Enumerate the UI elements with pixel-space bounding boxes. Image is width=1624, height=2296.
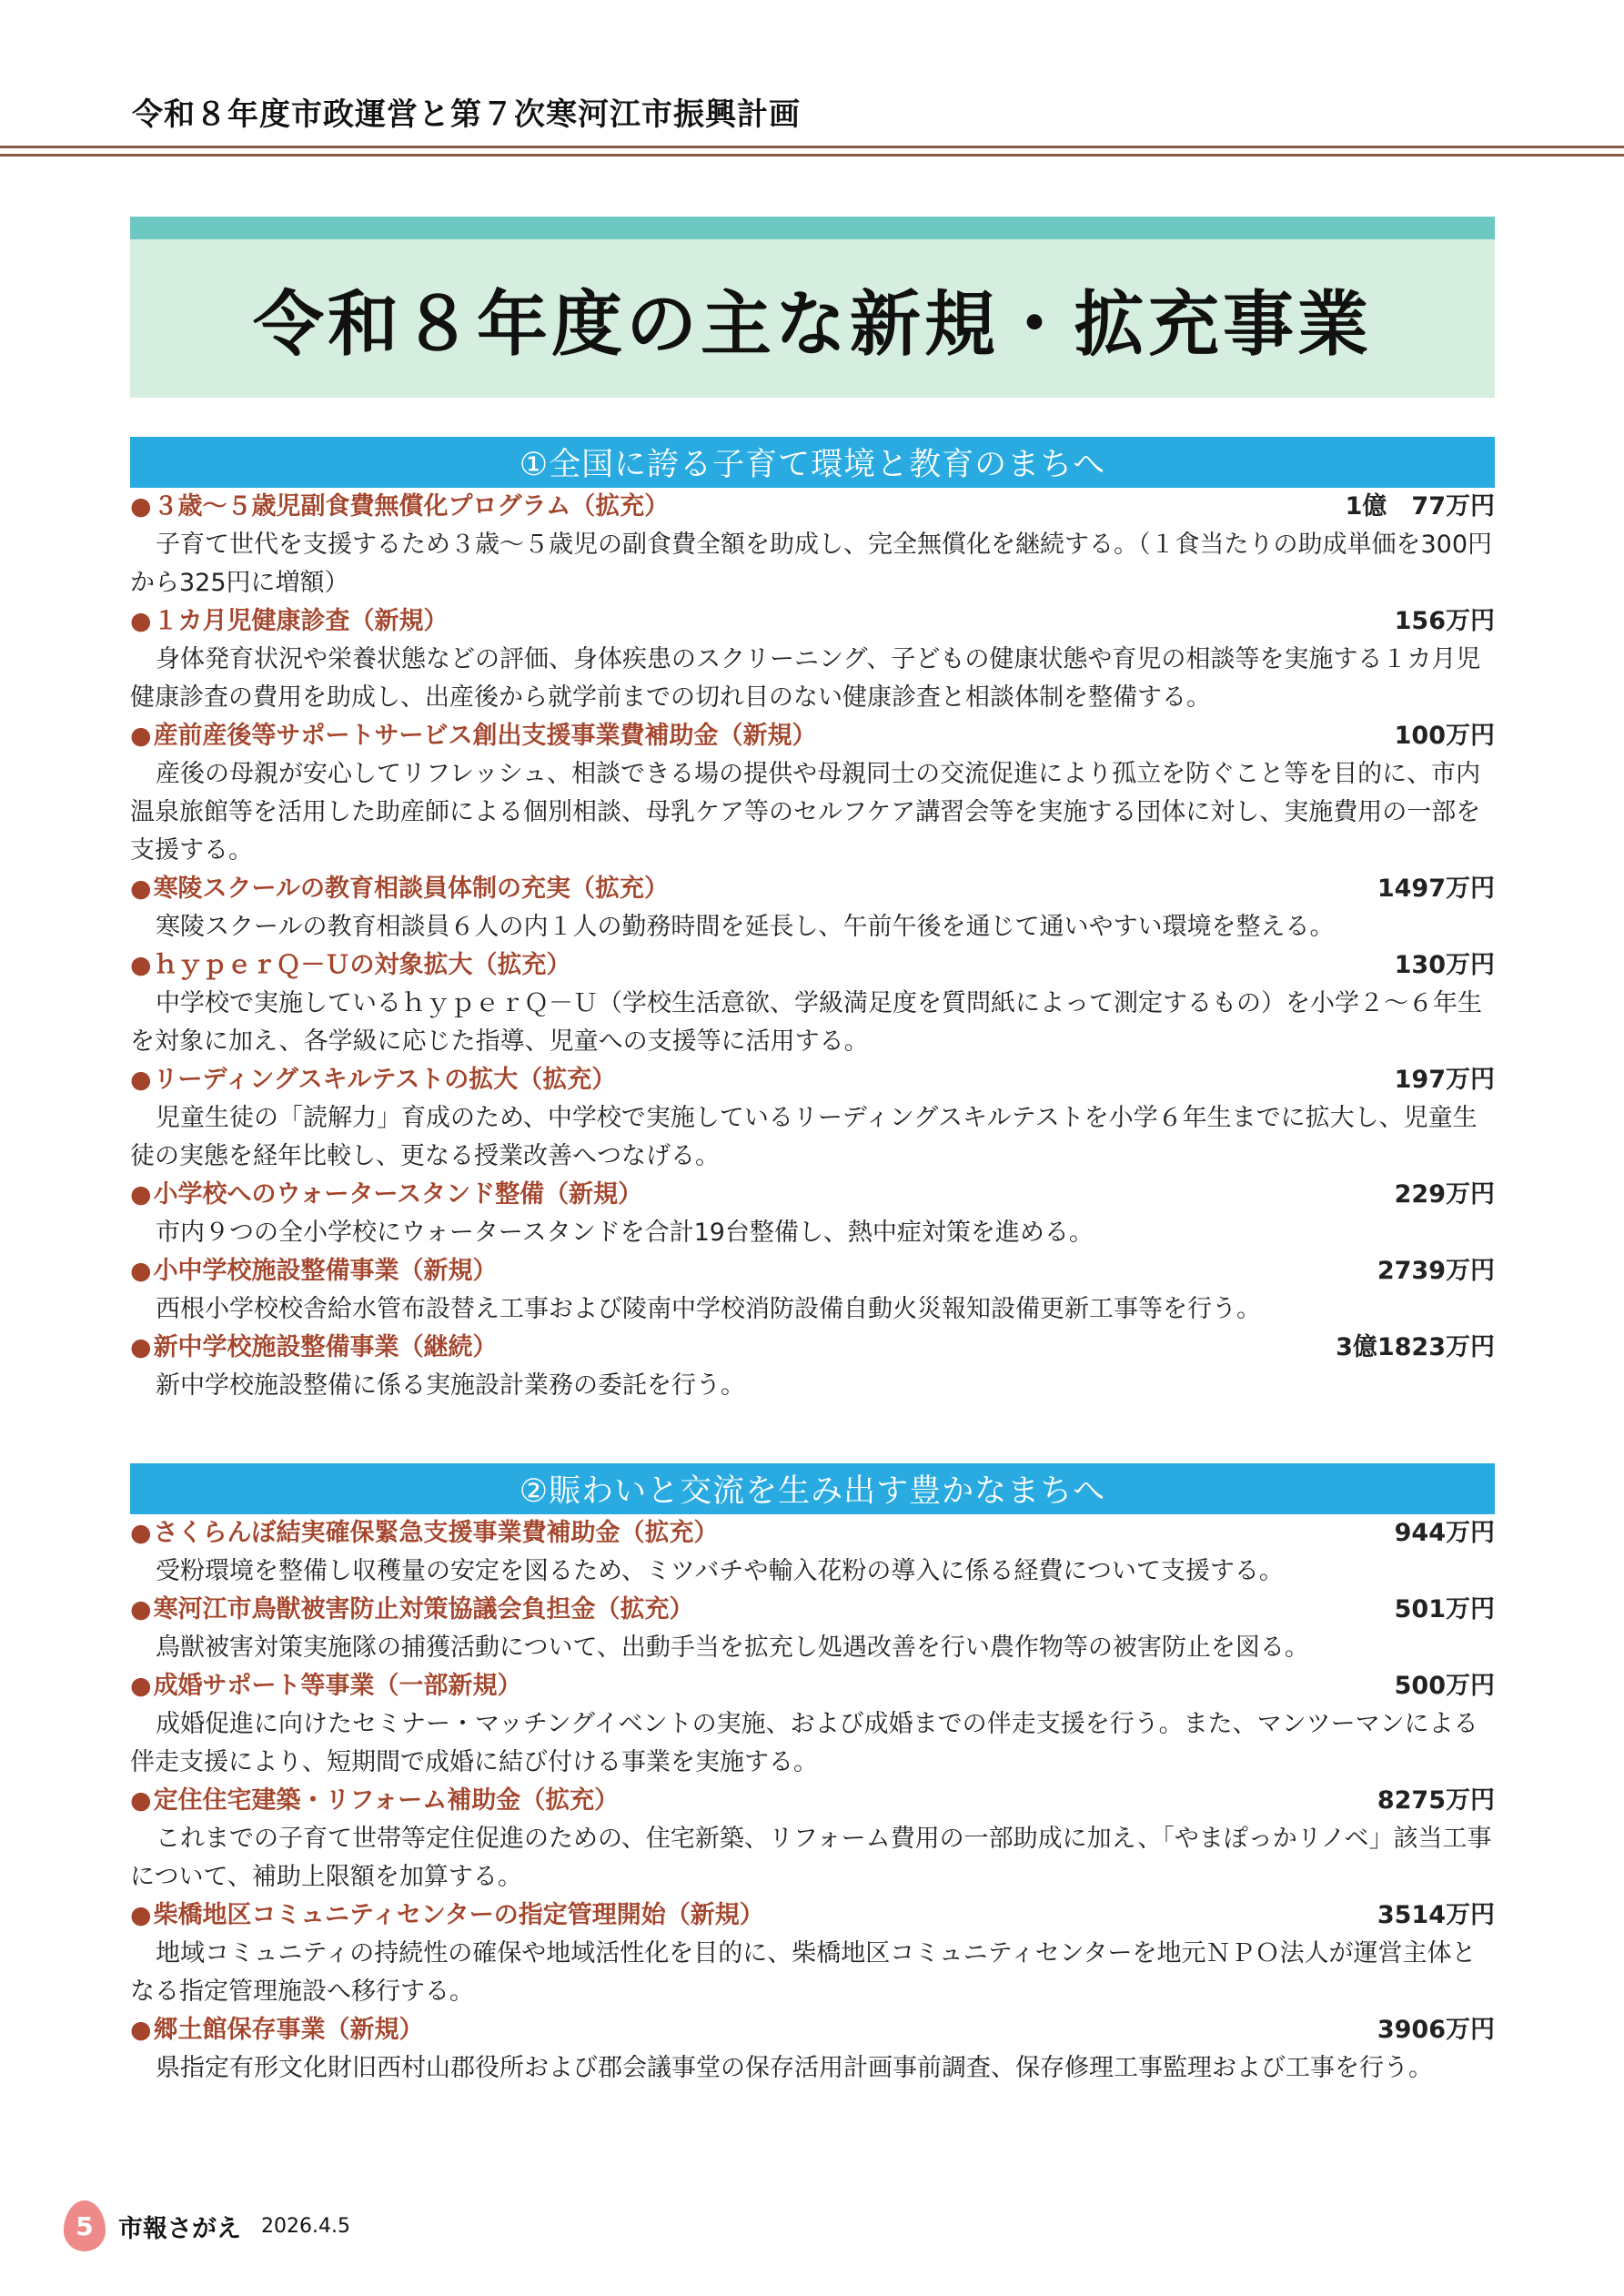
item-header: [130, 1061, 1495, 1099]
item-amount: 500万円: [1394, 1672, 1495, 1700]
item-title-text: 成婚サポート等事業（一部新規）: [153, 1672, 522, 1700]
list-item: [130, 946, 1495, 1061]
list-item: [130, 870, 1495, 946]
item-header: [130, 870, 1495, 908]
item-title: [130, 488, 669, 526]
bullet-icon: ●: [130, 722, 152, 750]
section-heading: ①全国に誇る子育て環境と教育のまちへ: [130, 437, 1495, 488]
item-title-text: ｈｙｐｅｒＱ－Ｕの対象拡大（拡充）: [153, 951, 571, 979]
item-amount: 100万円: [1394, 722, 1495, 750]
item-title-text: 柴橋地区コミュニティセンターの指定管理開始（新規）: [153, 1901, 764, 1929]
item-title-text: 小中学校施設整備事業（新規）: [153, 1257, 498, 1285]
item-header: [130, 946, 1495, 985]
item-title-text: 新中学校施設整備事業（継続）: [153, 1333, 498, 1361]
item-amount: 1億 77万円: [1345, 492, 1495, 521]
item-description: 県指定有形文化財旧西村山郡役所および郡会議事堂の保存活用計画事前調査、保存修理工事監理および工事を行う。: [156, 2054, 1433, 2082]
item-title-text: 寒陵スクールの教育相談員体制の充実（拡充）: [153, 875, 670, 903]
item-header: [130, 1591, 1495, 1629]
item-title: [130, 946, 571, 985]
bullet-icon: ●: [130, 607, 152, 635]
item-amount: 3億1823万円: [1336, 1333, 1495, 1361]
item-title: [130, 1667, 522, 1705]
item-header: [130, 717, 1495, 755]
header-title: 令和８年度市政運営と第７次寒河江市振興計画: [132, 96, 801, 133]
item-title-text: ３歳〜５歳児副食費無償化プログラム（拡充）: [153, 492, 670, 521]
item-amount: 156万円: [1394, 607, 1495, 635]
item-description: 寒陵スクールの教育相談員６人の内１人の勤務時間を延長し、午前午後を通じて通いやすい環境を整える。: [156, 913, 1335, 941]
bullet-icon: ●: [130, 1333, 152, 1361]
item-amount: 501万円: [1394, 1595, 1495, 1623]
item-header: [130, 1514, 1495, 1553]
list-item: [130, 1591, 1495, 1667]
item-description: 新中学校施設整備に係る実施設計業務の委託を行う。: [156, 1371, 745, 1400]
bullet-icon: ●: [130, 1066, 152, 1094]
section-2: [130, 1463, 1495, 2088]
item-title-text: 郷土館保存事業（新規）: [153, 2016, 424, 2044]
item-title-text: さくらんぼ結実確保緊急支援事業費補助金（拡充）: [153, 1519, 719, 1547]
item-amount: 197万円: [1394, 1066, 1495, 1094]
bullet-icon: ●: [130, 2016, 152, 2044]
item-amount: 944万円: [1394, 1519, 1495, 1547]
bullet-icon: ●: [130, 1257, 152, 1285]
bullet-icon: ●: [130, 951, 152, 979]
item-header: [130, 1667, 1495, 1705]
item-amount: 130万円: [1394, 951, 1495, 979]
list-item: [130, 1061, 1495, 1176]
list-item: [130, 717, 1495, 870]
list-item: [130, 1252, 1495, 1329]
item-title-text: 小学校へのウォータースタンド整備（新規）: [153, 1180, 643, 1209]
item-list: [130, 1514, 1495, 2088]
item-title: [130, 1061, 616, 1099]
publication-name: 市報さがえ: [118, 2214, 241, 2243]
bullet-icon: ●: [130, 1901, 152, 1929]
item-description: 産後の母親が安心してリフレッシュ、相談できる場の提供や母親同士の交流促進により孤立を防ぐこと等を目的に、市内温泉旅館等を活用した助産師による個別相談、母乳ケア等のセルフケア講習会等を実施する団体に対し、実施費用の一部を支援する。: [130, 760, 1481, 865]
item-header: [130, 1252, 1495, 1290]
item-description: 児童生徒の「読解力」育成のため、中学校で実施しているリーディングスキルテストを小学６年生までに拡大し、児童生徒の実態を経年比較し、更なる授業改善へつなげる。: [130, 1104, 1478, 1170]
list-item: [130, 1782, 1495, 1896]
item-description: 西根小学校校舎給水管布設替え工事および陵南中学校消防設備自動火災報知設備更新工事等を行う。: [156, 1295, 1261, 1323]
item-header: [130, 1329, 1495, 1367]
item-list: [130, 488, 1495, 1405]
item-header: [130, 1896, 1495, 1935]
item-title: [130, 717, 817, 755]
publication-date: 2026.4.5: [261, 2214, 350, 2238]
bullet-icon: ●: [130, 492, 152, 521]
item-title-text: 寒河江市鳥獣被害防止対策協議会負担金（拡充）: [153, 1595, 694, 1623]
item-amount: 2739万円: [1377, 1257, 1495, 1285]
item-description: 身体発育状況や栄養状態などの評価、身体疾患のスクリーニング、子どもの健康状態や育児の相談等を実施する１カ月児健康診査の費用を助成し、出産後から就学前までの切れ目のない健康診査と相談体制を整備する。: [130, 645, 1481, 712]
footer: [64, 2200, 350, 2251]
section-1: [130, 437, 1495, 1405]
item-description: 市内９つの全小学校にウォータースタンドを合計19台整備し、熱中症対策を進める。: [156, 1219, 1094, 1247]
item-title: [130, 602, 449, 641]
item-title: [130, 1591, 694, 1629]
item-title-text: 産前産後等サポートサービス創出支援事業費補助金（新規）: [153, 722, 817, 750]
section-heading: ②賑わいと交流を生み出す豊かなまちへ: [130, 1463, 1495, 1514]
item-header: [130, 602, 1495, 641]
item-title: [130, 1514, 719, 1553]
list-item: [130, 2011, 1495, 2088]
page-title: 令和８年度の主な新規・拡充事業: [252, 284, 1372, 366]
item-header: [130, 488, 1495, 526]
bullet-icon: ●: [130, 1786, 152, 1815]
item-title: [130, 1782, 619, 1820]
list-item: [130, 1514, 1495, 1591]
page-number: 5: [64, 2200, 106, 2251]
list-item: [130, 1667, 1495, 1782]
item-description: 地域コミュニティの持続性の確保や地域活性化を目的に、柴橋地区コミュニティセンターを地元ＮＰＯ法人が運営主体となる指定管理施設へ移行する。: [130, 1939, 1477, 2006]
bullet-icon: ●: [130, 1595, 152, 1623]
list-item: [130, 1329, 1495, 1405]
item-title: [130, 1252, 498, 1290]
item-header: [130, 1782, 1495, 1820]
item-title: [130, 2011, 424, 2049]
item-title-text: １カ月児健康診査（新規）: [153, 607, 449, 635]
header-divider: [0, 146, 1624, 157]
item-amount: 3514万円: [1377, 1901, 1495, 1929]
item-title: [130, 1896, 764, 1935]
item-description: 成婚促進に向けたセミナー・マッチングイベントの実施、および成婚までの伴走支援を行う。また、マンツーマンによる伴走支援により、短期間で成婚に結び付ける事業を実施する。: [130, 1710, 1478, 1776]
item-amount: 3906万円: [1377, 2016, 1495, 2044]
item-header: [130, 2011, 1495, 2049]
item-amount: 229万円: [1394, 1180, 1495, 1209]
item-header: [130, 1176, 1495, 1214]
bullet-icon: ●: [130, 875, 152, 903]
item-title-text: リーディングスキルテストの拡大（拡充）: [153, 1066, 617, 1094]
list-item: [130, 1176, 1495, 1252]
bullet-icon: ●: [130, 1672, 152, 1700]
item-title: [130, 1329, 498, 1367]
item-amount: 1497万円: [1377, 875, 1495, 903]
page-title-box: [130, 217, 1495, 398]
item-description: 中学校で実施しているｈｙｐｅｒＱ－Ｕ（学校生活意欲、学級満足度を質問紙によって測定するもの）を小学２〜６年生を対象に加え、各学級に応じた指導、児童への支援等に活用する。: [130, 989, 1482, 1056]
item-title: [130, 1176, 642, 1214]
bullet-icon: ●: [130, 1180, 152, 1209]
item-description: これまでの子育て世帯等定住促進のための、住宅新築、リフォーム費用の一部助成に加え、「やまぽっかリノベ」該当工事について、補助上限額を加算する。: [130, 1825, 1492, 1891]
item-title: [130, 870, 669, 908]
item-description: 受粉環境を整備し収穫量の安定を図るため、ミツバチや輸入花粉の導入に係る経費について支援する。: [156, 1557, 1284, 1585]
bullet-icon: ●: [130, 1519, 152, 1547]
item-description: 子育て世代を支援するため３歳〜５歳児の副食費全額を助成し、完全無償化を継続する。（１食当たりの助成単価を300円から325円に増額）: [130, 531, 1493, 597]
item-amount: 8275万円: [1377, 1786, 1495, 1815]
item-description: 鳥獣被害対策実施隊の捕獲活動について、出動手当を拡充し処遇改善を行い農作物等の被害防止を図る。: [156, 1633, 1309, 1662]
item-title-text: 定住住宅建築・リフォーム補助金（拡充）: [153, 1786, 620, 1815]
list-item: [130, 602, 1495, 717]
list-item: [130, 1896, 1495, 2011]
list-item: [130, 488, 1495, 602]
